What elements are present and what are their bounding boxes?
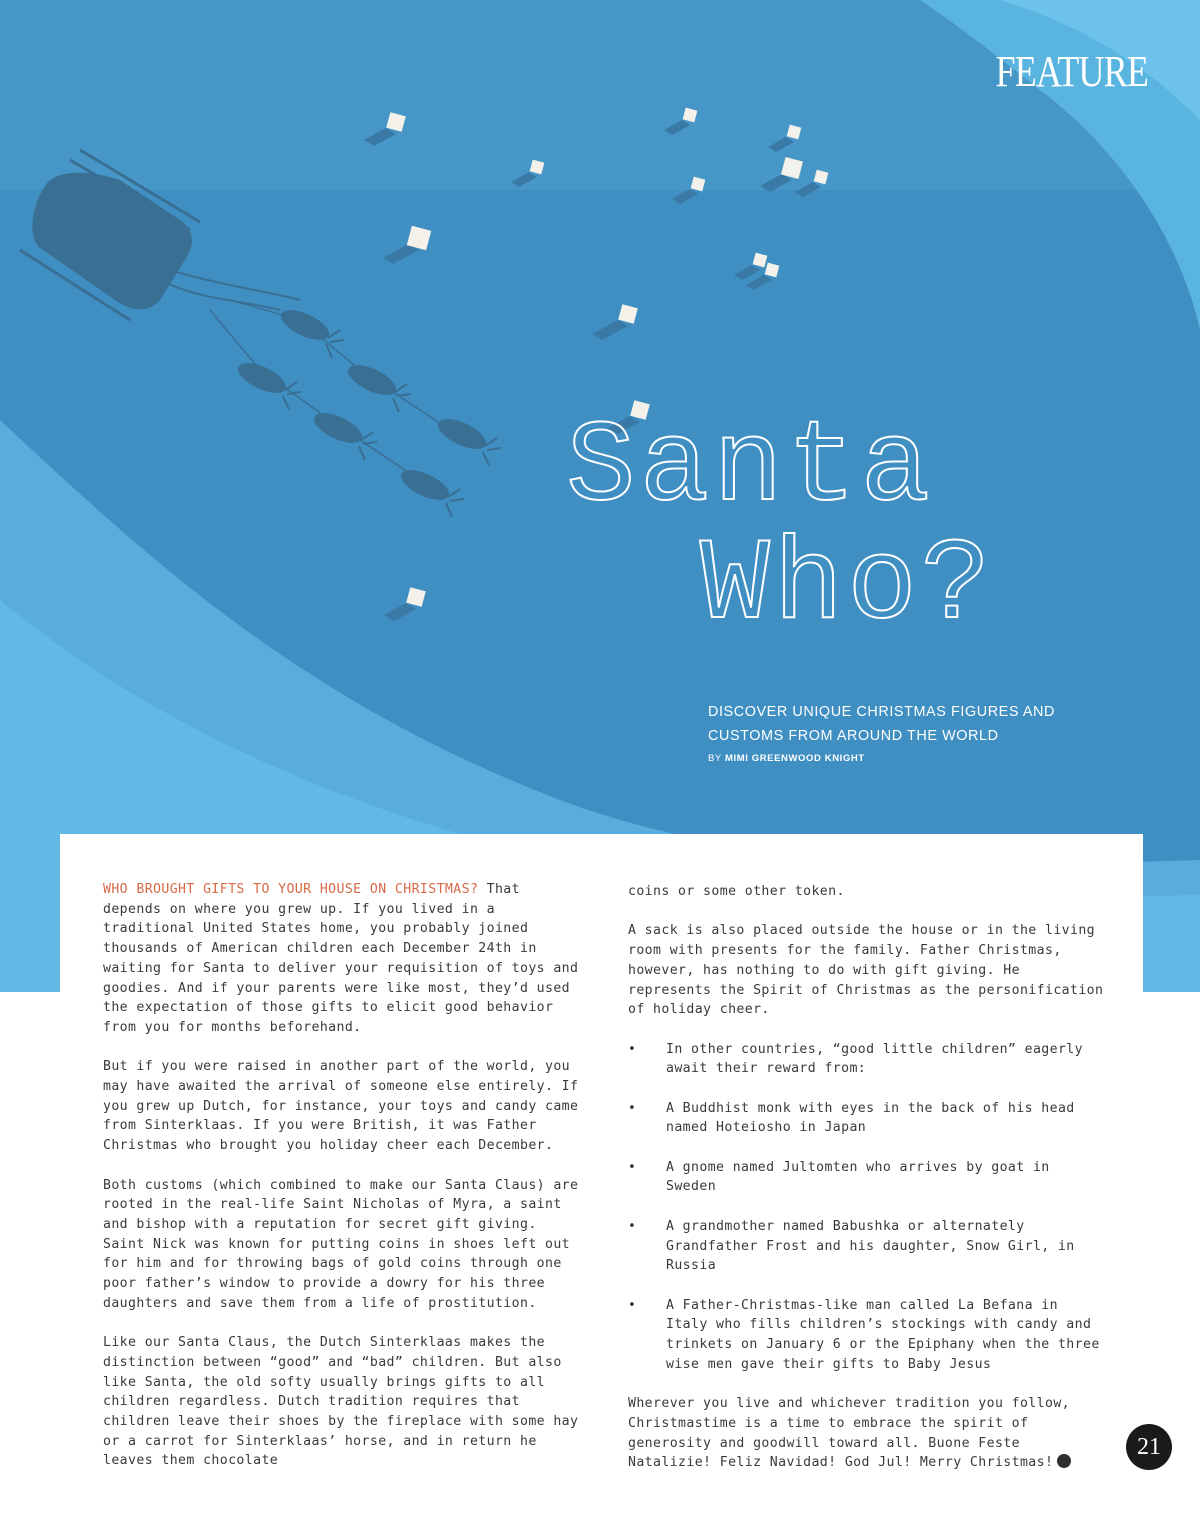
article-title-line-2: Who? [700, 520, 995, 652]
list-item [628, 1217, 1106, 1276]
article-column-right [628, 882, 1106, 1493]
list-item-text: A Father-Christmas-like man called La Befana in Italy who fills children’s stockings with candy and trinkets on January 6 or the Epiphany when the three wise men gave their gifts to Baby Jesus [666, 1297, 1100, 1372]
end-mark-icon [1057, 1454, 1071, 1468]
byline-author: MIMI GREENWOOD KNIGHT [724, 753, 865, 764]
bullet-icon: • [628, 1100, 637, 1116]
paragraph [103, 880, 583, 1038]
page-number: 21 [1126, 1424, 1172, 1470]
closing-text: Wherever you live and whichever tradition you follow, Christmastime is a time to embrace the spirit of generosity and goodwill toward all. Buone Feste Natalizie! Feliz Navidad! God Jul! Merry Christmas! [628, 1396, 1070, 1471]
closing-paragraph [628, 1394, 1106, 1473]
paragraph: But if you were raised in another part of the world, you may have awaited the arrival of someone else entirely. If you grew up Dutch, for instance, your toys and candy came from Sinterklaas. If you were British, it was Father Christmas who brought you holiday cheer each December. [103, 1059, 579, 1154]
list-item [628, 1099, 1106, 1138]
lead-in: WHO BROUGHT GIFTS TO YOUR HOUSE ON CHRISTMAS? [103, 882, 479, 897]
list-item [628, 1158, 1106, 1197]
bullet-icon: • [628, 1159, 637, 1175]
paragraph: coins or some other token. [628, 884, 845, 899]
list-item [628, 1296, 1106, 1375]
bullet-icon: • [628, 1297, 637, 1313]
paragraph: Both customs (which combined to make our Santa Claus) are rooted in the real-life Saint Nicholas of Myra, a saint and bishop with a reputation for secret gift giving. Saint Nick was known for putting coins in shoes left out for him and for throwing bags of gold coins through one poor father’s window to provide a dowry for his three daughters and save them from a life of prostitution. [103, 1177, 579, 1311]
section-label: FEATURE [995, 47, 1148, 96]
paragraph: Like our Santa Claus, the Dutch Sinterklaas makes the distinction between “good” and “bad” children. But also like Santa, the old softy usually brings gifts to all children regardless. Dutch tradition requires that children leave their shoes by the fireplace with some hay or a carrot for Sinterklaas’ horse, and in return he leaves them chocolate [103, 1335, 579, 1469]
article-title-line-1: Santa [566, 402, 935, 534]
article-column-left [103, 880, 583, 1491]
bullet-icon: • [628, 1041, 637, 1057]
byline [708, 753, 865, 764]
byline-prefix: BY [708, 753, 722, 764]
bullet-icon: • [628, 1218, 637, 1234]
article-subtitle: DISCOVER UNIQUE CHRISTMAS FIGURES AND CUSTOMS FROM AROUND THE WORLD [708, 703, 1055, 744]
list-item-text: A gnome named Jultomten who arrives by goat in Sweden [666, 1159, 1050, 1195]
list-item-text: In other countries, “good little children” eagerly await their reward from: [666, 1041, 1083, 1077]
bullet-list [628, 1040, 1106, 1375]
list-item-text: A Buddhist monk with eyes in the back of his head named Hoteiosho in Japan [666, 1100, 1075, 1136]
list-item [628, 1040, 1106, 1079]
paragraph: A sack is also placed outside the house or in the living room with presents for the family. Father Christmas, however, has nothing to do with gift giving. He represents the Spirit of Christmas as the personification of holiday cheer. [628, 923, 1104, 1018]
paragraph-text: That depends on where you grew up. If you lived in a traditional United States home, you probably joined thousands of American children each December 24th in waiting for Santa to deliver your requisition of toys and goodies. And if your parents were like most, they’d used the expectation of those gifts to elicit good behavior from you for months beforehand. [103, 882, 579, 1035]
list-item-text: A grandmother named Babushka or alternately Grandfather Frost and his daughter, Snow Girl, in Russia [666, 1218, 1075, 1274]
